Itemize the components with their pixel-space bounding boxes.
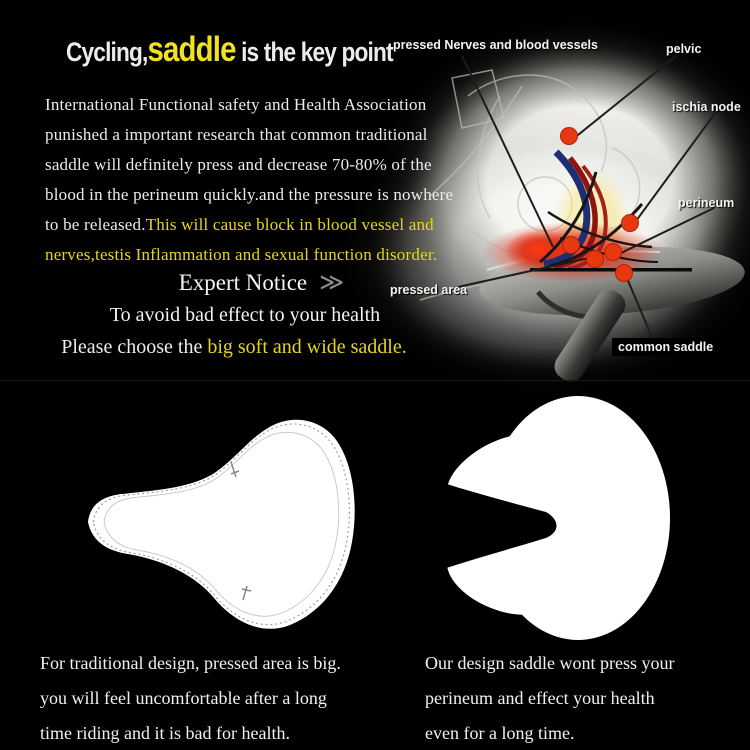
intro-paragraph — [45, 90, 485, 270]
intro-text: International Functional safety and Health Association — [45, 95, 427, 114]
label-pressed-nerves: pressed Nerves and blood vessels — [393, 38, 598, 52]
caption-line: perineum and effect your health — [425, 688, 655, 708]
intro-text: punished a important research that common traditional — [45, 125, 428, 144]
intro-line — [45, 240, 485, 270]
section-divider — [0, 380, 750, 381]
intro-text-highlight: nerves,testis Inflammation and sexual function disorder. — [45, 245, 438, 264]
traditional-saddle-shape — [88, 420, 355, 629]
caption-line: time riding and it is bad for health. — [40, 723, 290, 743]
headline-prefix: Cycling, — [66, 37, 148, 67]
ergonomic-saddle-shape — [422, 396, 670, 640]
label-pressed-area: pressed area — [390, 283, 468, 297]
headline-suffix: is the key point — [235, 37, 393, 67]
advice-text: Please choose the — [61, 336, 208, 358]
intro-line — [45, 180, 485, 210]
intro-line — [45, 120, 485, 150]
saddle-top-surface — [104, 432, 339, 616]
label-pelvic: pelvic — [666, 42, 702, 56]
advice-text-highlight: big soft and wide saddle. — [207, 336, 407, 358]
advice-line-2 — [28, 336, 440, 359]
traditional-saddle-caption — [40, 646, 341, 750]
caption-line: even for a long time. — [425, 723, 575, 743]
headline-highlight: saddle — [147, 30, 236, 69]
label-perineum: perineum — [678, 196, 735, 210]
saddle-top-line — [530, 268, 692, 272]
caption-line: For traditional design, pressed area is big. — [40, 653, 341, 673]
label-common-saddle: common saddle — [612, 338, 719, 356]
label-ischia-node: ischia node — [672, 100, 741, 114]
headline — [66, 30, 393, 70]
caption-line: Our design saddle wont press your — [425, 653, 675, 673]
expert-notice-label: Expert Notice — [178, 270, 308, 295]
intro-line — [45, 210, 485, 240]
intro-text: blood in the perineum quickly.and the pressure is nowhere — [45, 185, 454, 204]
intro-line — [45, 90, 485, 120]
intro-text: saddle will definitely press and decrease 70-80% of the — [45, 155, 432, 174]
intro-text: to be released. — [45, 215, 146, 234]
intro-text-highlight: This will cause block in blood vessel and — [145, 215, 434, 234]
intro-line — [45, 150, 485, 180]
caption-line: you will feel uncomfortable after a long — [40, 688, 327, 708]
double-chevron-right-icon: ≫ — [319, 270, 342, 296]
advice-line-1: To avoid bad effect to your health — [109, 304, 381, 326]
ergonomic-saddle-caption — [425, 646, 674, 750]
